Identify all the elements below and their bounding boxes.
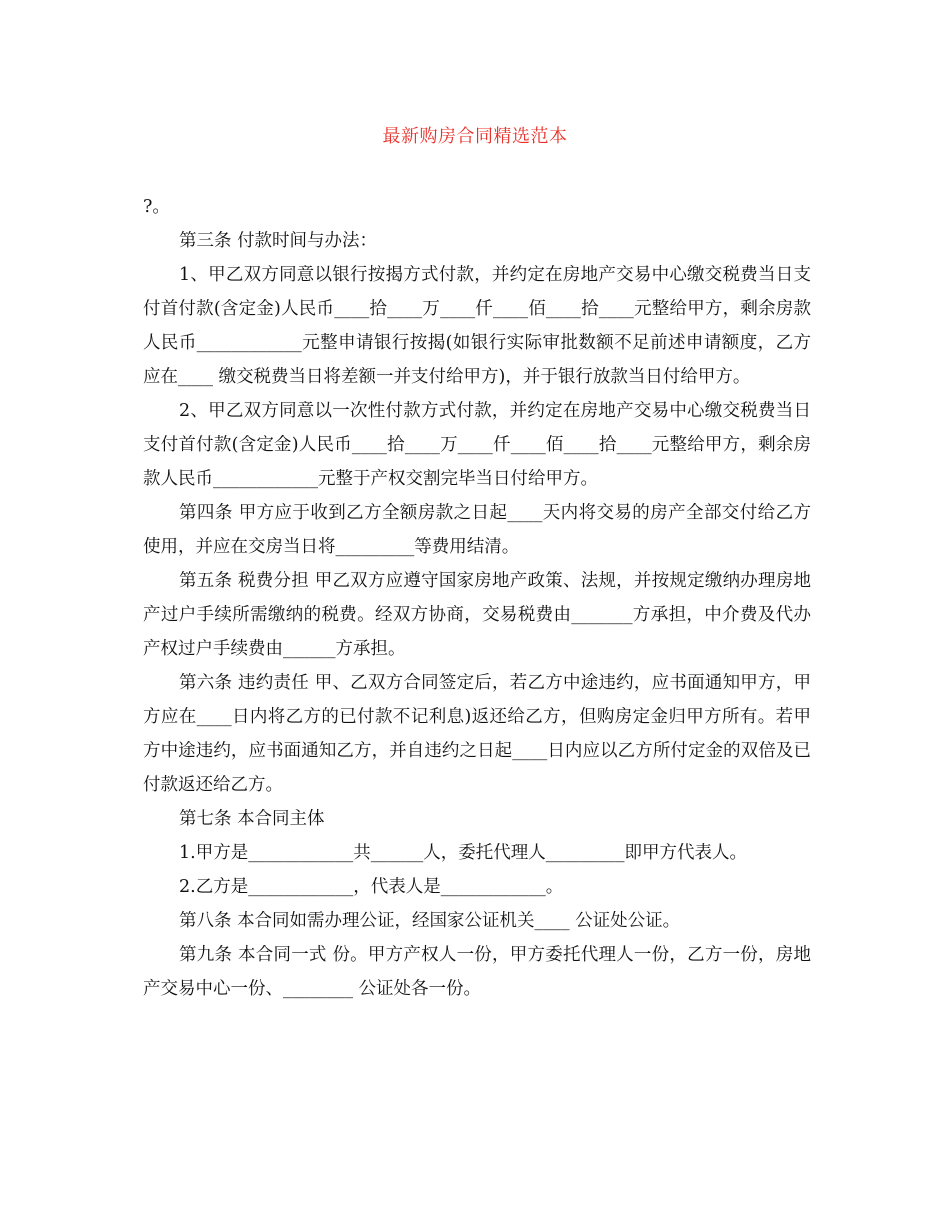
article-3-clause-2: 2、甲乙双方同意以一次性付款方式付款，并约定在房地产交易中心缴交税费当日支付首付款(含定金)人民币____拾____万____仟____佰____拾____元整给甲方，剩余房款人民币____________元整于产权交割完毕当日付给甲方。	[143, 401, 811, 489]
article-7-party-a: 1.甲方是____________共______人，委托代理人_________即甲方代表人。	[179, 843, 747, 863]
article-9: 第九条 本合同一式 份。甲方产权人一份，甲方委托代理人一份，乙方一份，房地产交易中心一份、________ 公证处各一份。	[143, 945, 811, 999]
paragraph-fragment: ?。	[143, 197, 170, 217]
article-5: 第五条 税费分担 甲乙双方应遵守国家房地产政策、法规，并按规定缴纳办理房地产过户手续所需缴纳的税费。经双方协商，交易税费由_______方承担，中介费及代办产权过户手续费由______方承担。	[143, 571, 811, 659]
document-body	[143, 190, 811, 1006]
article-8: 第八条 本合同如需办理公证，经国家公证机关____ 公证处公证。	[179, 911, 681, 931]
article-3-heading: 第三条 付款时间与办法：	[179, 231, 378, 251]
article-7-heading: 第七条 本合同主体	[179, 809, 325, 829]
article-7-party-b: 2.乙方是____________，代表人是____________。	[179, 877, 564, 897]
document-title: 最新购房合同精选范本	[382, 126, 568, 147]
article-4: 第四条 甲方应于收到乙方全额房款之日起____天内将交易的房产全部交付给乙方使用，并应在交房当日将_________等费用结清。	[143, 503, 811, 557]
article-6: 第六条 违约责任 甲、乙双方合同签定后，若乙方中途违约，应书面通知甲方，甲方应在____日内将乙方的已付款不记利息)返还给乙方，但购房定金归甲方所有。若甲方中途违约，应书面通知乙方，并自违约之日起____日内应以乙方所付定金的双倍及已付款返还给乙方。	[143, 673, 811, 795]
article-3-clause-1: 1、甲乙双方同意以银行按揭方式付款，并约定在房地产交易中心缴交税费当日支付首付款(含定金)人民币____拾____万____仟____佰____拾____元整给甲方，剩余房款人民币____________元整申请银行按揭(如银行实际审批数额不足前述申请额度，乙方应在____ 缴交税费当日将差额一并支付给甲方)，并于银行放款当日付给甲方。	[143, 265, 811, 387]
